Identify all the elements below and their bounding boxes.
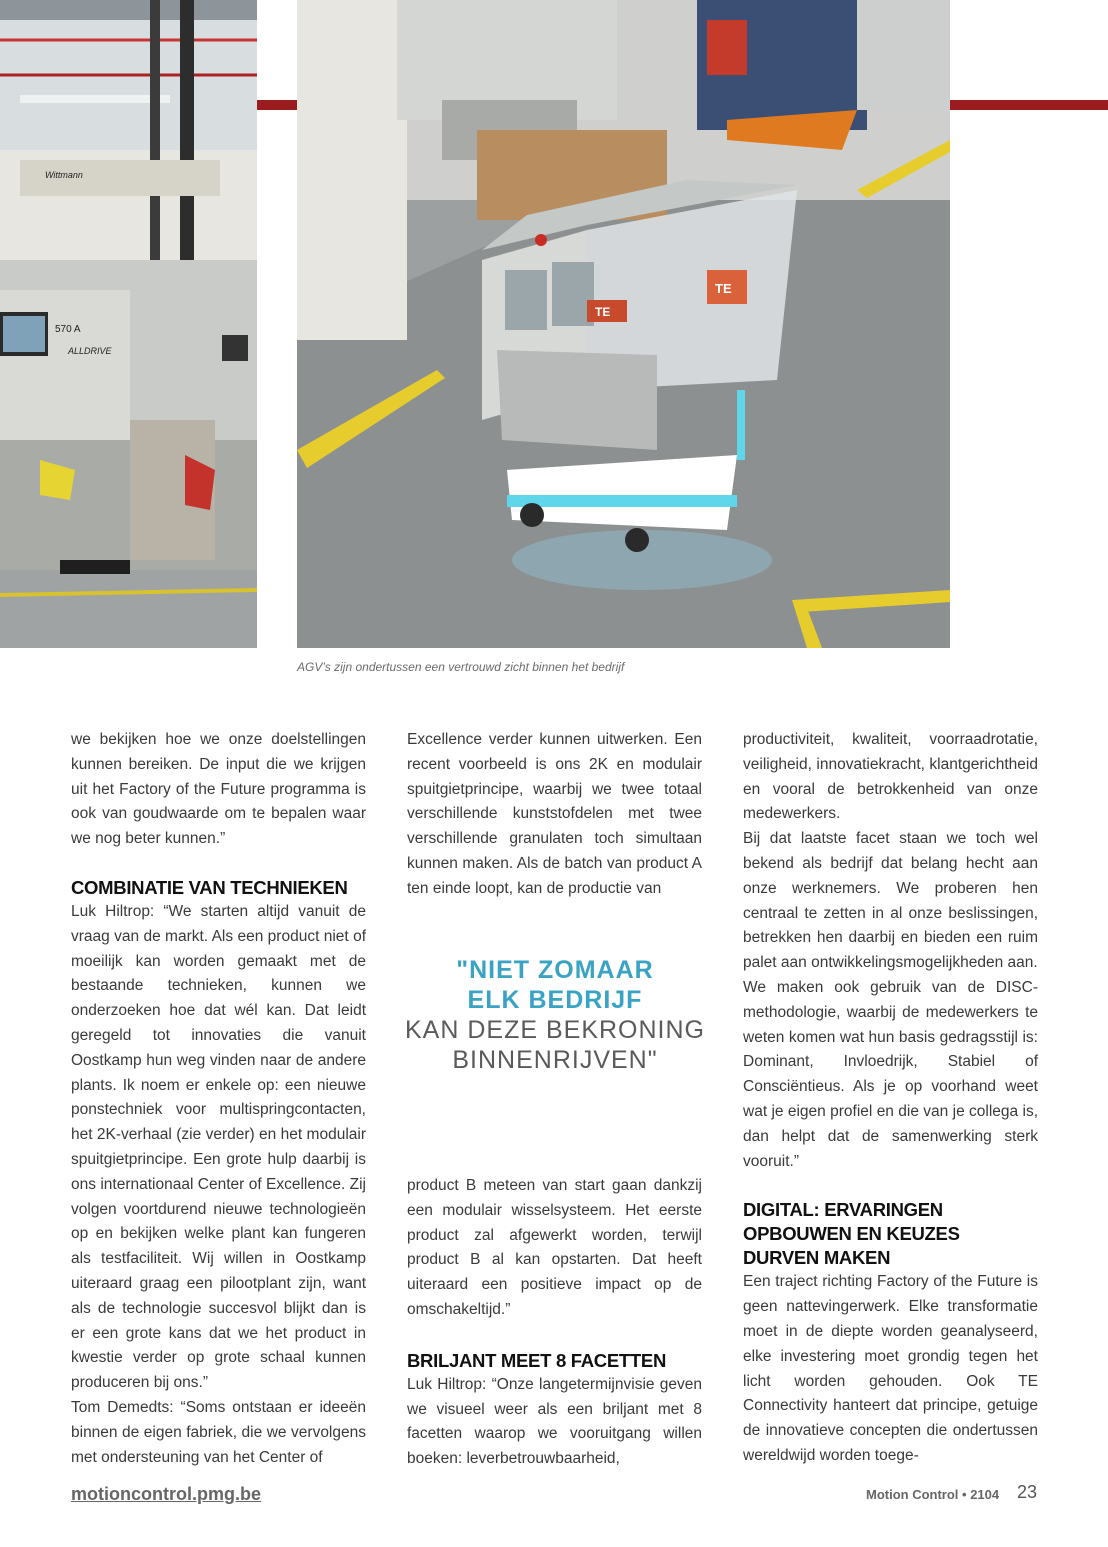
col1-paragraph-1: we bekijken hoe we onze doelstellingen kunnen bereiken. De input die we krijgen uit het Factory of the Future programma is ook van goudwaarde om te bepalen waar we nog beter kunnen.”: [71, 731, 366, 848]
footer-issue: Motion Control • 2104: [866, 1487, 1000, 1502]
pull-quote-line-3: KAN DEZE BEKRONING: [405, 1016, 705, 1044]
alldrive-label: ALLDRIVE: [68, 346, 112, 356]
heading-briljant-meet-8-facetten: BRILJANT MEET 8 FACETTEN: [407, 1349, 667, 1371]
col1-paragraph-3: Tom Demedts: “Soms ontstaan er ideeën binnen de eigen fabriek, die we vervolgens met ondersteuning van het Center of: [71, 1398, 366, 1466]
accent-bar-right: [950, 100, 1108, 110]
pull-quote: [400, 955, 710, 1075]
agv-side-te-logo: TE: [715, 281, 732, 296]
column-2-top: [407, 728, 702, 902]
col2-paragraph-3: Luk Hiltrop: “Onze langetermijnvisie geven we visueel weer als een briljant met 8 facetten waarop we vooruitgang willen boeken: leverbetrouwbaarheid,: [407, 1375, 702, 1468]
pull-quote-line-1: "NIET ZOMAAR: [456, 956, 654, 984]
col3-paragraph-4: Een traject richting Factory of the Future is geen nattevingerwerk. Elke transformatie moet in de diepte worden geanalyseerd, elke investering moet grondig tegen het licht worden gehouden. Ook TE Connectivity hanteert dat principe, getuige de innovatieve concepten die ondertussen wereldwijd worden toege-: [743, 1273, 1038, 1464]
wittmann-label: Wittmann: [45, 170, 83, 180]
agv-photo: [297, 0, 950, 648]
agv-te-logo: TE: [595, 305, 611, 319]
factory-photo-left: [0, 0, 257, 648]
accent-bar-left: [257, 100, 297, 110]
column-2-bottom: [407, 1174, 702, 1472]
photo-caption: AGV’s zijn ondertussen een vertrouwd zicht binnen het bedrijf: [297, 660, 625, 674]
pull-quote-line-2: ELK BEDRIJF: [467, 986, 643, 1014]
col2-paragraph-2: product B meteen van start gaan dankzij een modulair wisselsysteem. Het eerste product zal afgewerkt worden, terwijl product B al kan opstarten. Dat heeft uiteraard een positieve impact op de omschakeltijd.”: [407, 1177, 702, 1318]
col3-paragraph-2: Bij dat laatste facet staan we toch wel bekend als bedrijf dat belang hecht aan onze werknemers. We proberen hen centraal te zetten in al onze beslissingen, betrekken hen daarbij en bieden een ruim palet aan ontwikkelingsmogelijkheden aan.: [743, 830, 1038, 972]
col3-paragraph-3: We maken ook gebruik van de DISC-methodologie, waarbij de medewerkers te weten komen wat hun basis gedragsstijl is: Dominant, Invloedrijk, Stabiel of Consciëntieus. Als je op voorhand weet wat je eigen profiel en die van je collega is, dan helpt dat de samenwerking sterk vooruit.”: [743, 978, 1038, 1170]
col1-paragraph-2: Luk Hiltrop: “We starten altijd vanuit de vraag van de markt. Als een product niet of moeilijk kan worden gemaakt met de bestaande technieken, kunnen we onderzoeken hoe dat wél kan. Dat leidt geregeld tot innovaties die vanuit Oostkamp hun weg vinden naar de andere plants. Ik noem er enkele op: een nieuwe ponstechniek voor multispringcontacten, het 2K-verhaal (zie verder) en het modulair spuitgietprincipe. Een grote hulp daarbij is ons internationaal Center of Excellence. Zij volgen voortdurend nieuwe technologieën op en bekijken welke plant kan fungeren als testfaciliteit. Wij willen in Oostkamp uiteraard graag een pilootplant zijn, want als de technologie succesvol blijkt dan is er een grote kans dat we het product in kwestie verder op grote schaal kunnen produceren bij ons.”: [71, 902, 366, 1392]
heading-combinatie-van-technieken: COMBINATIE VAN TECHNIEKEN: [71, 876, 348, 898]
footer-website-link[interactable]: motioncontrol.pmg.be: [71, 1484, 261, 1504]
pull-quote-line-4: BINNENRIJVEN": [452, 1046, 658, 1074]
page-number: 23: [1017, 1482, 1038, 1502]
col3-paragraph-1: productiviteit, kwaliteit, voorraadrotatie, veiligheid, innovatiekracht, klantgerichtheid en vooral de betrokkenheid van onze medewerkers.: [743, 731, 1038, 823]
column-3: [743, 728, 1038, 1469]
machine-label-570a: 570 A: [55, 324, 81, 335]
column-1: [71, 728, 366, 1470]
heading-digital: DIGITAL: ERVARINGEN OPBOUWEN EN KEUZES DURVEN MAKEN: [743, 1199, 960, 1269]
col2-paragraph-1: Excellence verder kunnen uitwerken. Een recent voorbeeld is ons 2K en modulair spuitgietprincipe, waarbij we twee totaal verschillende kunststofdelen met twee verschillende granulaten toch simultaan kunnen maken. Als de batch van product A ten einde loopt, kan de productie van: [407, 731, 702, 897]
